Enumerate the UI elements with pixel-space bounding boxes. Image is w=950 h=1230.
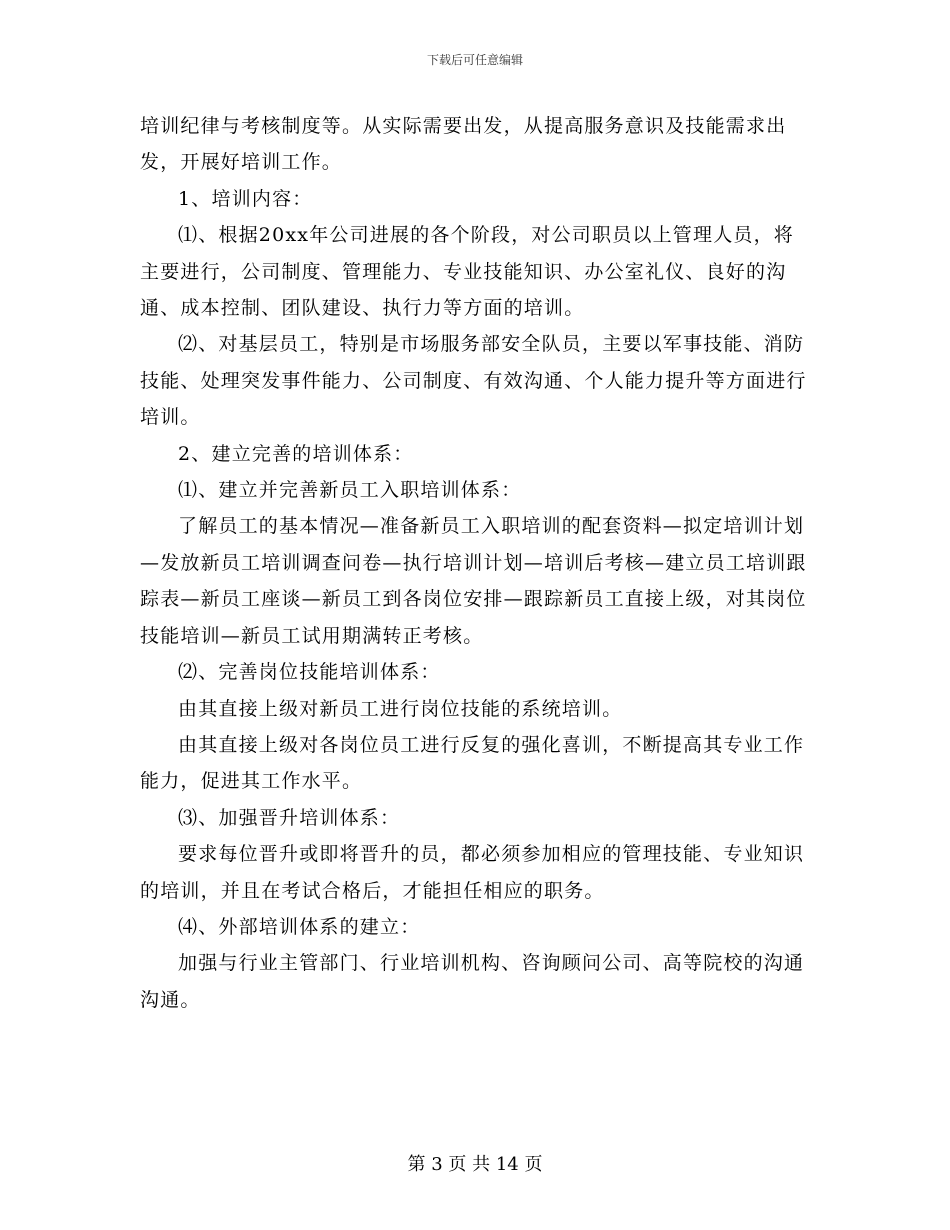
paragraph-5: 2、建立完善的培训体系： xyxy=(178,442,414,465)
page-header-note: 下载后可任意编辑 xyxy=(426,53,523,67)
paragraph-10: 由其直接上级对各岗位员工进行反复的强化喜训，不断提高其专业工作能力，促进其工作水平。 xyxy=(140,733,805,793)
paragraph-2: 1、培训内容： xyxy=(178,187,313,210)
paragraph-12: 要求每位晋升或即将晋升的员，都必须参加相应的管理技能、专业知识的培训，并且在考试合格后，才能担任相应的职务。 xyxy=(140,843,805,902)
paragraph-4: ⑵、对基层员工，特别是市场服务部安全队员，主要以军事技能、消防技能、处理突发事件能力、公司制度、有效沟通、个人能力提升等方面进行培训。 xyxy=(140,333,807,429)
paragraph-14: 加强与行业主管部门、行业培训机构、咨询顾问公司、高等院校的沟通沟通。 xyxy=(140,952,805,1011)
page-number-footer: 第 3 页 共 14 页 xyxy=(407,1154,543,1175)
document-body xyxy=(140,108,812,1018)
paragraph-13: ⑷、外部培训体系的建立： xyxy=(178,915,421,938)
paragraph-8: ⑵、完善岗位技能培训体系： xyxy=(178,661,441,684)
paragraph-3: ⑴、根据20xx年公司进展的各个阶段，对公司职员以上管理人员，将主要进行，公司制度、管理能力、专业技能知识、办公室礼仪、良好的沟通、成本控制、团队建设、执行力等方面的培训。 xyxy=(140,224,795,320)
paragraph-1: 培训纪律与考核制度等。从实际需要出发，从提高服务意识及技能需求出发，开展好培训工作。 xyxy=(140,115,787,174)
paragraph-6: ⑴、建立并完善新员工入职培训体系： xyxy=(178,479,522,502)
paragraph-7: 了解员工的基本情况—准备新员工入职培训的配套资料—拟定培训计划—发放新员工培训调查问卷—执行培训计划—培训后考核—建立员工培训跟踪表—新员工座谈—新员工到各岗位安排—跟踪新员工直接上级，对其岗位技能培训—新员工试用期满转正考核。 xyxy=(140,515,807,647)
paragraph-9: 由其直接上级对新员工进行岗位技能的系统培训。 xyxy=(178,697,623,720)
paragraph-11: ⑶、加强晋升培训体系： xyxy=(178,806,401,829)
